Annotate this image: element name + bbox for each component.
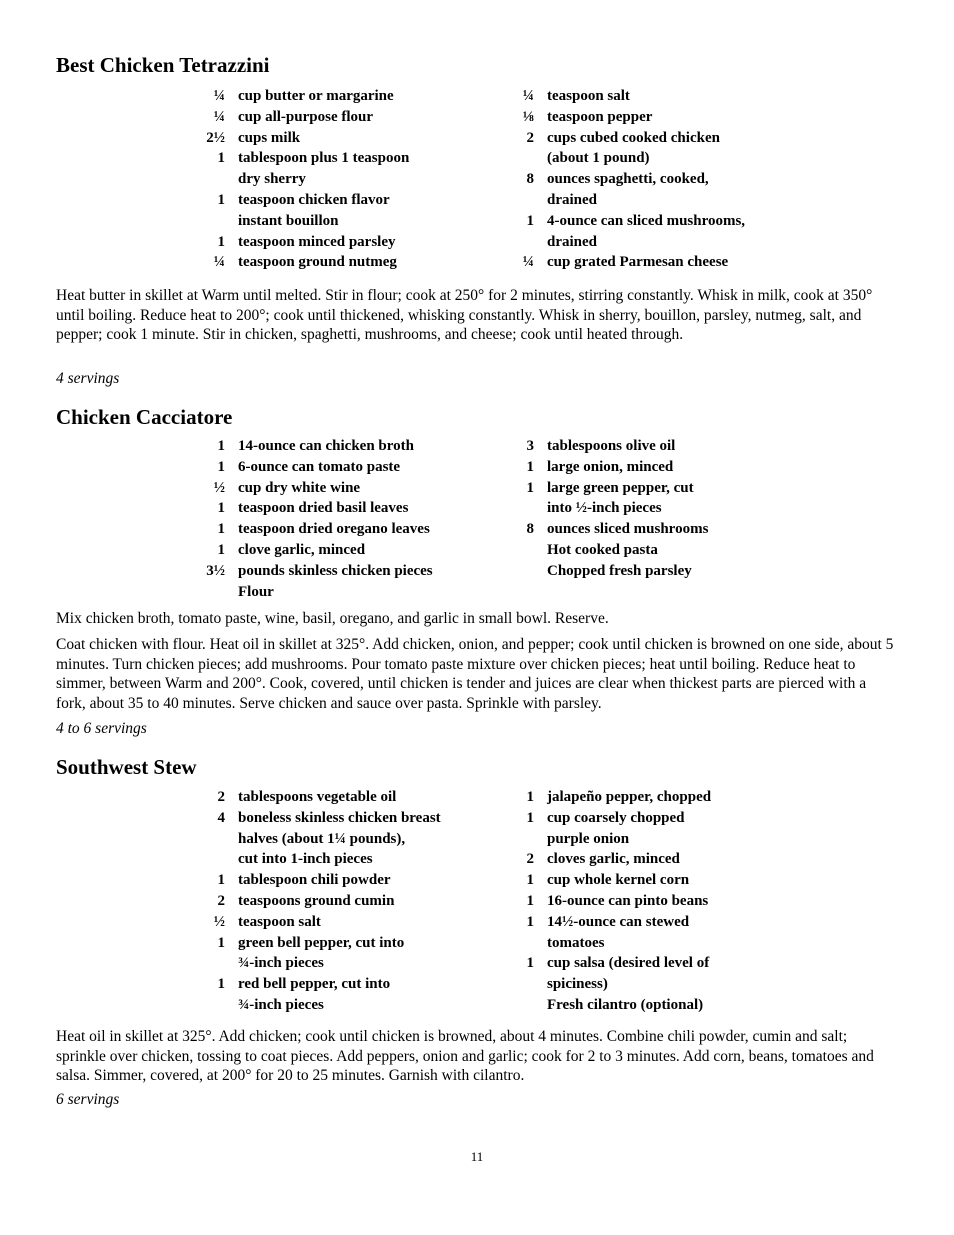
ingredient-row <box>499 86 799 107</box>
recipe-title: Chicken Cacciatore <box>56 405 233 429</box>
page-number: 11 <box>470 1149 484 1164</box>
ingredient-row <box>499 808 799 829</box>
ingredient-quantity <box>190 211 225 232</box>
ingredient-text: cup dry white wine <box>238 479 361 496</box>
ingredient-row <box>499 232 799 253</box>
ingredient-row <box>190 582 490 603</box>
ingredient-list-right <box>499 787 799 1016</box>
ingredient-quantity: 1 <box>526 892 534 909</box>
recipe-title: Best Chicken Tetrazzini <box>56 53 270 77</box>
ingredient-quantity: 1 <box>526 789 534 805</box>
ingredient-quantity: ½ <box>213 913 225 930</box>
ingredient-quantity <box>499 974 534 995</box>
ingredient-row <box>190 232 490 253</box>
ingredient-row <box>499 457 799 478</box>
servings-note: 4 servings <box>56 370 120 387</box>
ingredient-row <box>499 478 799 499</box>
ingredient-text: 6-ounce can tomato paste <box>238 458 401 475</box>
ingredient-list-left <box>190 86 490 273</box>
ingredient-quantity: 1 <box>217 191 225 208</box>
ingredient-text: 4-ounce can sliced mushrooms, <box>547 212 746 229</box>
ingredient-text: jalapeño pepper, chopped <box>547 789 712 805</box>
ingredient-row <box>190 540 490 561</box>
ingredient-quantity: 3 <box>526 438 534 454</box>
ingredient-quantity <box>190 582 225 603</box>
ingredient-text: teaspoon chicken flavor <box>238 191 390 208</box>
ingredient-text: red bell pepper, cut into <box>238 976 391 993</box>
ingredient-quantity <box>190 169 225 190</box>
ingredient-list-left <box>190 436 490 602</box>
ingredient-text: cups milk <box>238 129 301 146</box>
ingredient-quantity: 1 <box>526 955 534 972</box>
ingredient-row <box>190 808 490 829</box>
ingredient-quantity: 1 <box>526 809 534 826</box>
ingredient-row <box>190 933 490 954</box>
ingredient-row <box>190 252 490 273</box>
instructions-paragraph: Mix chicken broth, tomato paste, wine, basil, oregano, and garlic in small bowl. Reserve. <box>56 610 609 627</box>
ingredient-row <box>499 436 799 457</box>
ingredient-quantity: ⅛ <box>522 108 534 125</box>
ingredient-quantity <box>499 498 534 519</box>
ingredient-text: tomatoes <box>547 934 605 951</box>
ingredient-row <box>190 995 490 1016</box>
ingredient-text: cup salsa (desired level of <box>547 955 710 972</box>
ingredient-row <box>190 974 490 995</box>
ingredient-row <box>499 190 799 211</box>
ingredient-row <box>499 519 799 540</box>
ingredient-row <box>499 995 799 1016</box>
ingredient-row <box>499 974 799 995</box>
ingredient-row <box>499 211 799 232</box>
ingredient-text: into ½-inch pieces <box>547 500 662 517</box>
ingredient-text: ¾-inch pieces <box>238 955 324 972</box>
ingredient-text: cloves garlic, minced <box>547 851 680 868</box>
ingredient-row <box>499 787 799 808</box>
ingredient-row <box>190 478 490 499</box>
ingredient-text: large onion, minced <box>547 458 674 475</box>
ingredient-text: large green pepper, cut <box>547 479 694 496</box>
ingredient-row <box>190 128 490 149</box>
ingredient-row <box>190 86 490 107</box>
ingredient-text: halves (about 1¼ pounds), <box>238 830 406 847</box>
ingredient-row <box>190 849 490 870</box>
ingredient-text: cup all-purpose flour <box>238 108 374 125</box>
ingredient-quantity: ¼ <box>522 88 534 104</box>
ingredient-quantity <box>499 148 534 169</box>
ingredient-text: teaspoon salt <box>238 913 321 930</box>
ingredient-row <box>499 953 799 974</box>
ingredient-row <box>190 190 490 211</box>
ingredient-text: teaspoon ground nutmeg <box>238 254 397 271</box>
ingredient-row <box>190 519 490 540</box>
ingredient-row <box>190 211 490 232</box>
ingredient-quantity <box>190 995 225 1016</box>
ingredient-row <box>190 498 490 519</box>
ingredient-row <box>499 891 799 912</box>
ingredient-row <box>190 107 490 128</box>
ingredient-text: dry sherry <box>238 171 306 188</box>
ingredient-row <box>190 891 490 912</box>
ingredient-text: teaspoon salt <box>547 88 630 104</box>
instructions-paragraph: Heat oil in skillet at 325°. Add chicken; cook until chicken is browned, about 4 minutes. Combine chili powder, cumin and salt; sprinkle over chicken, tossing to coat pieces. Add peppers, onion and garlic; cook for 2 to 3 minutes. Add corn, beans, tomatoes and salsa. Simmer, covered, at 200° for 20 to 25 minutes. Garnish with cilantro. <box>56 1028 874 1085</box>
ingredient-text: tablespoons olive oil <box>547 438 676 454</box>
ingredient-text: cup coarsely chopped <box>547 809 685 826</box>
ingredient-text: spiciness) <box>547 976 608 993</box>
ingredient-text: teaspoon minced parsley <box>238 233 396 250</box>
ingredient-text: drained <box>547 233 598 250</box>
ingredient-row <box>499 912 799 933</box>
ingredient-text: drained <box>547 191 598 208</box>
ingredient-quantity <box>499 829 534 850</box>
ingredient-quantity <box>190 849 225 870</box>
ingredient-text: teaspoon pepper <box>547 108 653 125</box>
ingredient-row <box>499 849 799 870</box>
ingredient-quantity: ¼ <box>213 254 225 271</box>
ingredient-text: cup whole kernel corn <box>547 872 690 889</box>
ingredient-text: green bell pepper, cut into <box>238 934 405 951</box>
ingredient-text: 16-ounce can pinto beans <box>547 892 709 909</box>
ingredient-quantity: 1 <box>526 913 534 930</box>
ingredient-text: purple onion <box>547 830 630 847</box>
ingredient-row <box>190 829 490 850</box>
ingredient-quantity: 8 <box>526 521 534 538</box>
ingredient-quantity: 2 <box>217 892 225 909</box>
ingredient-text: Hot cooked pasta <box>547 541 658 558</box>
ingredient-quantity: 1 <box>217 500 225 517</box>
ingredient-quantity: 3½ <box>206 562 225 579</box>
ingredient-quantity <box>499 995 534 1016</box>
instructions-paragraph: Coat chicken with flour. Heat oil in skillet at 325°. Add chicken, onion, and pepper; cook until chicken is browned on one side, about 5 minutes. Turn chicken pieces; add mushrooms. Pour tomato paste mixture over chicken pieces; heat until boiling. Reduce heat to simmer, between Warm and 200°. Cook, covered, until chicken is tender and juices are clear when thickest parts are pierced with a fork, about 35 to 40 minutes. Serve chicken and sauce over pasta. Sprinkle with parsley. <box>56 636 894 712</box>
ingredient-list-left <box>190 787 490 1016</box>
ingredient-text: (about 1 pound) <box>547 150 650 167</box>
ingredient-row <box>499 107 799 128</box>
ingredient-text: ounces spaghetti, cooked, <box>547 171 709 188</box>
ingredient-text: tablespoon chili powder <box>238 872 391 889</box>
ingredient-row <box>499 870 799 891</box>
ingredient-quantity: 1 <box>217 521 225 538</box>
ingredient-quantity <box>499 540 534 561</box>
ingredient-quantity: ¼ <box>522 254 534 271</box>
ingredient-row <box>499 561 799 582</box>
ingredient-list-right <box>499 436 799 582</box>
ingredient-text: 14-ounce can chicken broth <box>238 438 414 454</box>
ingredient-text: ounces sliced mushrooms <box>547 521 709 538</box>
ingredient-quantity: 1 <box>526 212 534 229</box>
ingredient-quantity: 1 <box>217 233 225 250</box>
ingredient-text: tablespoon plus 1 teaspoon <box>238 150 410 167</box>
ingredient-text: instant bouillon <box>238 212 339 229</box>
ingredient-text: pounds skinless chicken pieces <box>238 562 433 579</box>
ingredient-quantity: 2 <box>217 789 225 805</box>
servings-note: 6 servings <box>56 1091 120 1108</box>
ingredient-text: teaspoon dried basil leaves <box>238 500 409 517</box>
ingredient-row <box>190 787 490 808</box>
ingredient-row <box>190 436 490 457</box>
ingredient-row <box>190 148 490 169</box>
ingredient-row <box>190 953 490 974</box>
ingredient-text: cut into 1-inch pieces <box>238 851 373 868</box>
servings-note: 4 to 6 servings <box>56 720 147 737</box>
ingredient-text: teaspoon dried oregano leaves <box>238 521 430 538</box>
ingredient-row <box>499 252 799 273</box>
ingredient-quantity: 1 <box>217 438 225 454</box>
ingredient-text: boneless skinless chicken breast <box>238 809 441 826</box>
ingredient-text: Fresh cilantro (optional) <box>547 996 704 1013</box>
recipe-title: Southwest Stew <box>56 755 197 779</box>
ingredient-text: cup grated Parmesan cheese <box>547 254 729 271</box>
ingredient-row <box>499 148 799 169</box>
ingredient-text: tablespoons vegetable oil <box>238 789 397 805</box>
ingredient-text: teaspoons ground cumin <box>238 892 395 909</box>
ingredient-quantity: 1 <box>217 872 225 889</box>
ingredient-row <box>499 540 799 561</box>
ingredient-row <box>190 870 490 891</box>
ingredient-quantity: 1 <box>526 872 534 889</box>
ingredient-quantity <box>499 933 534 954</box>
ingredient-quantity: 2 <box>526 851 534 868</box>
ingredient-quantity <box>190 953 225 974</box>
ingredient-quantity <box>499 561 534 582</box>
ingredient-text: Chopped fresh parsley <box>547 562 692 579</box>
ingredient-quantity <box>190 829 225 850</box>
ingredient-quantity: 1 <box>217 150 225 167</box>
ingredient-quantity: ¼ <box>213 88 225 104</box>
ingredient-list-right <box>499 86 799 273</box>
ingredient-quantity: 2 <box>526 129 534 146</box>
ingredient-text: clove garlic, minced <box>238 541 366 558</box>
ingredient-quantity: ½ <box>213 479 225 496</box>
ingredient-quantity: 4 <box>217 809 225 826</box>
ingredient-text: cups cubed cooked chicken <box>547 129 720 146</box>
ingredient-row <box>190 561 490 582</box>
ingredient-row <box>190 912 490 933</box>
ingredient-row <box>190 169 490 190</box>
ingredient-text: 14½-ounce can stewed <box>547 913 690 930</box>
ingredient-text: ¾-inch pieces <box>238 996 324 1013</box>
ingredient-quantity: 1 <box>217 976 225 993</box>
ingredient-quantity: 1 <box>217 934 225 951</box>
ingredient-row <box>499 498 799 519</box>
ingredient-row <box>190 457 490 478</box>
instructions-paragraph: Heat butter in skillet at Warm until melted. Stir in flour; cook at 250° for 2 minutes, stirring constantly. Whisk in milk, cook at 350° until boiling. Reduce heat to 200°; cook until thickened, whisking constantly. Whisk in sherry, bouillon, parsley, nutmeg, salt, and pepper; cook 1 minute. Stir in chicken, spaghetti, mushrooms, and cheese; cook until heated through. <box>56 287 873 344</box>
ingredient-quantity: 1 <box>526 479 534 496</box>
ingredient-quantity: 2½ <box>206 129 225 146</box>
ingredient-text: cup butter or margarine <box>238 88 394 104</box>
ingredient-quantity: 1 <box>217 541 225 558</box>
ingredient-quantity <box>499 190 534 211</box>
ingredient-quantity <box>499 232 534 253</box>
ingredient-row <box>499 829 799 850</box>
ingredient-quantity: 1 <box>526 458 534 475</box>
ingredient-row <box>499 933 799 954</box>
ingredient-row <box>499 169 799 190</box>
ingredient-text: Flour <box>238 583 274 600</box>
ingredient-quantity: 8 <box>526 171 534 188</box>
ingredient-quantity: ¼ <box>213 108 225 125</box>
ingredient-row <box>499 128 799 149</box>
ingredient-quantity: 1 <box>217 458 225 475</box>
